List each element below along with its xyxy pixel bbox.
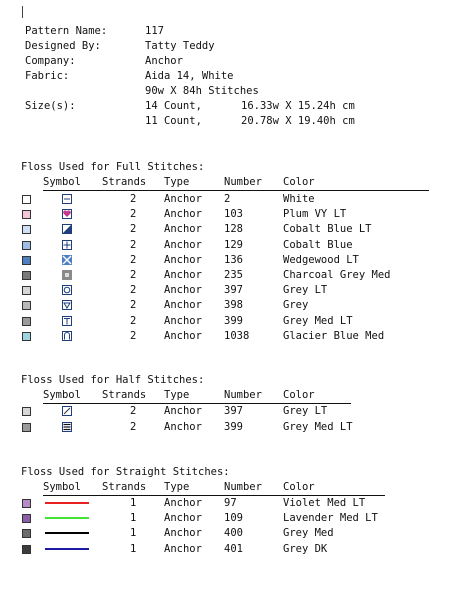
type-cell: Anchor <box>164 314 202 327</box>
type-cell: Anchor <box>164 527 202 540</box>
color-swatch <box>22 301 31 310</box>
strands-cell: 2 <box>130 193 137 205</box>
col-number: Number <box>224 176 262 188</box>
col-type: Type <box>164 481 190 493</box>
color-cell: Glacier Blue Med <box>283 329 385 342</box>
type-cell: Anchor <box>164 512 202 525</box>
size-dims: 16.33w X 15.24h cm <box>241 100 355 112</box>
type-cell: Anchor <box>164 223 202 236</box>
col-number: Number <box>224 481 262 493</box>
arch-icon <box>62 331 72 341</box>
color-cell: Grey DK <box>283 542 328 555</box>
x-icon <box>62 255 72 265</box>
designer-label: Designed By: <box>25 40 101 52</box>
number-cell: 1038 <box>224 329 250 342</box>
type-cell: Anchor <box>164 497 202 509</box>
t-icon <box>62 316 72 326</box>
col-strands: Strands <box>102 176 147 188</box>
type-cell: Anchor <box>164 193 202 205</box>
color-swatch <box>22 195 31 204</box>
strands-cell: 2 <box>130 238 137 251</box>
color-swatch <box>22 423 31 432</box>
color-swatch <box>22 514 31 523</box>
fabric-label: Fabric: <box>25 70 70 82</box>
col-number: Number <box>224 389 262 401</box>
type-cell: Anchor <box>164 329 202 342</box>
number-cell: 128 <box>224 223 243 236</box>
col-symbol: Symbol <box>43 481 81 493</box>
number-cell: 97 <box>224 497 237 509</box>
color-swatch <box>22 545 31 554</box>
number-cell: 103 <box>224 208 243 221</box>
color-swatch <box>22 271 31 280</box>
color-cell: Grey LT <box>283 405 328 417</box>
color-cell: Lavender Med LT <box>283 512 378 525</box>
number-cell: 136 <box>224 253 243 266</box>
color-swatch <box>22 317 31 326</box>
color-cell: Grey LT <box>283 284 328 297</box>
type-cell: Anchor <box>164 284 202 297</box>
number-cell: 109 <box>224 512 243 525</box>
col-strands: Strands <box>102 481 147 493</box>
color-cell: Cobalt Blue LT <box>283 223 372 236</box>
number-cell: 399 <box>224 314 243 327</box>
type-cell: Anchor <box>164 208 202 221</box>
company-label: Company: <box>25 55 76 67</box>
dotted-square-icon <box>62 270 72 280</box>
strands-cell: 2 <box>130 329 137 342</box>
straight-stitches-title: Floss Used for Straight Stitches: <box>21 466 230 478</box>
header-underline <box>43 190 429 191</box>
lines-icon <box>62 422 72 432</box>
color-swatch <box>22 225 31 234</box>
header-underline <box>43 403 351 404</box>
color-swatch <box>22 407 31 416</box>
type-cell: Anchor <box>164 269 202 281</box>
number-cell: 399 <box>224 421 243 433</box>
size-count: 14 Count, <box>145 100 202 112</box>
strands-cell: 2 <box>130 284 137 297</box>
half-stitches-title: Floss Used for Half Stitches: <box>21 374 205 386</box>
strands-cell: 2 <box>130 223 137 236</box>
strands-cell: 2 <box>130 421 137 433</box>
type-cell: Anchor <box>164 299 202 312</box>
stitch-line <box>45 517 89 519</box>
size-count: 11 Count, <box>145 115 202 127</box>
strands-cell: 2 <box>130 208 137 221</box>
type-cell: Anchor <box>164 238 202 251</box>
color-swatch <box>22 529 31 538</box>
stitch-line <box>45 548 89 550</box>
strands-cell: 2 <box>130 405 137 417</box>
col-symbol: Symbol <box>43 176 81 188</box>
col-color: Color <box>283 389 315 401</box>
color-swatch <box>22 332 31 341</box>
pattern-name-label: Pattern Name: <box>25 25 108 37</box>
designer: Tatty Teddy <box>145 40 215 52</box>
diagonal-half-icon <box>62 224 72 234</box>
type-cell: Anchor <box>164 405 202 417</box>
number-cell: 129 <box>224 238 243 251</box>
company: Anchor <box>145 55 183 67</box>
size-dims: 20.78w X 19.40h cm <box>241 115 355 127</box>
color-swatch <box>22 286 31 295</box>
type-cell: Anchor <box>164 421 202 433</box>
color-swatch <box>22 256 31 265</box>
strands-cell: 1 <box>130 527 137 540</box>
type-cell: Anchor <box>164 542 202 555</box>
col-type: Type <box>164 389 190 401</box>
triangle-down-icon <box>62 300 72 310</box>
col-color: Color <box>283 176 315 188</box>
number-cell: 400 <box>224 527 243 540</box>
plus-icon <box>62 240 72 250</box>
color-cell: Cobalt Blue <box>283 238 353 251</box>
color-cell: White <box>283 193 315 205</box>
color-swatch <box>22 210 31 219</box>
header-underline <box>43 495 385 496</box>
color-cell: Grey Med LT <box>283 314 353 327</box>
full-stitches-title: Floss Used for Full Stitches: <box>21 161 205 173</box>
sizes-label: Size(s): <box>25 100 76 112</box>
strands-cell: 1 <box>130 542 137 555</box>
text-cursor <box>22 6 23 18</box>
strands-cell: 2 <box>130 314 137 327</box>
strands-cell: 2 <box>130 253 137 266</box>
square-dash-icon <box>62 194 72 204</box>
number-cell: 397 <box>224 405 243 417</box>
color-cell: Grey Med LT <box>283 421 353 433</box>
stitch-line <box>45 502 89 504</box>
fabric: Aida 14, White <box>145 70 234 82</box>
number-cell: 401 <box>224 542 243 555</box>
heart-icon <box>62 209 72 219</box>
number-cell: 235 <box>224 269 243 281</box>
col-color: Color <box>283 481 315 493</box>
strands-cell: 2 <box>130 299 137 312</box>
color-cell: Wedgewood LT <box>283 253 359 266</box>
col-strands: Strands <box>102 389 147 401</box>
number-cell: 2 <box>224 193 231 205</box>
col-symbol: Symbol <box>43 389 81 401</box>
strands-cell: 1 <box>130 497 137 509</box>
color-cell: Plum VY LT <box>283 208 347 221</box>
strands-cell: 1 <box>130 512 137 525</box>
color-cell: Grey Med <box>283 527 334 540</box>
number-cell: 397 <box>224 284 243 297</box>
color-cell: Charcoal Grey Med <box>283 269 391 281</box>
type-cell: Anchor <box>164 253 202 266</box>
slash-icon <box>62 406 72 416</box>
color-swatch <box>22 241 31 250</box>
circle-icon <box>62 285 72 295</box>
col-type: Type <box>164 176 190 188</box>
color-swatch <box>22 499 31 508</box>
strands-cell: 2 <box>130 269 137 281</box>
stitch-count: 90w X 84h Stitches <box>145 85 259 97</box>
number-cell: 398 <box>224 299 243 312</box>
pattern-name: 117 <box>145 25 164 37</box>
stitch-line <box>45 532 89 534</box>
color-cell: Grey <box>283 299 309 312</box>
color-cell: Violet Med LT <box>283 497 366 509</box>
